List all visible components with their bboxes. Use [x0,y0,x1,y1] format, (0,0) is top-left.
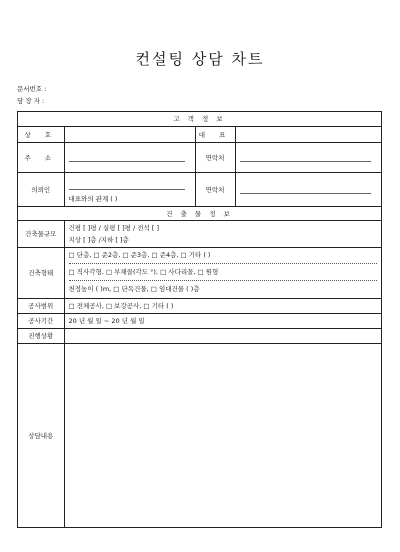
work-period-field[interactable]: 20 년 월 일 ~ 20 년 월 일 [64,313,381,328]
type-line-2: □ 직사각형, □ 부채꼴(각도 °), □ 사다리꼴, □ 원형 [69,264,378,281]
contact-label: 연락처 [195,142,235,172]
business-name-field[interactable] [64,126,195,142]
requester-field[interactable] [64,172,195,206]
type-line-3: 천정높이 ( )m, □ 단독건물, □ 임대건물 ( )층 [68,284,200,293]
address-field[interactable] [64,142,195,172]
progress-field[interactable] [64,328,381,343]
scale-line-2: 지상 [ ]층 /지하 [ ]층 [68,235,129,244]
consulting-content-label: 상담내용 [18,343,64,527]
consulting-form [17,111,382,528]
representative-label: 대 표 [195,126,235,142]
work-scope-field[interactable]: □ 전체공사, □ 보강공사, □ 기타 ( ) [64,298,381,313]
work-period-label: 공사기간 [18,313,64,328]
address-label: 주 소 [18,142,64,172]
relation-text: 대표와의 관계 ( ) [68,194,118,203]
representative-field[interactable] [235,126,381,142]
business-name-label: 상 호 [18,126,64,142]
manager-label: 담 장 자 : [17,97,45,105]
building-type-label: 건축형태 [18,247,64,298]
building-scale-label: 건축물규모 [18,220,64,247]
work-scope-label: 공사범위 [18,298,64,313]
requester-contact-field[interactable] [235,172,381,206]
building-scale-field[interactable] [64,220,381,247]
document-title: 컨설팅 상담 차트 [135,50,265,68]
customer-section-header: 고 객 정 보 [18,112,381,126]
contact-field[interactable] [235,142,381,172]
progress-label: 진행상황 [18,328,64,343]
type-line-1: □ 단층, □ 준2층, □ 준3층, □ 준4층, □ 기타 ( ) [69,248,378,264]
form-table [18,112,381,527]
consulting-content-field[interactable] [64,343,381,527]
requester-label: 의뢰인 [18,172,64,206]
building-type-field[interactable] [64,247,381,298]
doc-number-label: 문서번호 : [17,85,47,93]
requester-contact-label: 연락처 [195,172,235,206]
scale-line-1: 건평 [ ]평 / 실평 [ ]평 / 전석 [ ] [68,223,159,232]
building-section-header: 건 출 물 정 보 [18,206,381,220]
